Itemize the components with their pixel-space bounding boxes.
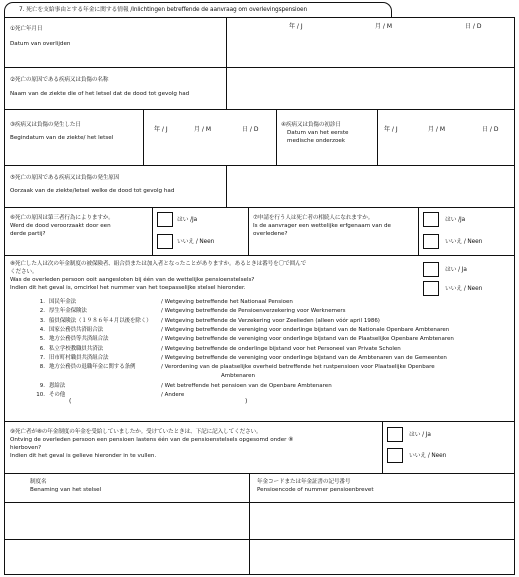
scheme-number: 1. bbox=[39, 299, 45, 305]
col-pension-code-nl: Pensioencode of nummer pensioenbrevet bbox=[257, 487, 374, 493]
pension-table-row bbox=[5, 503, 514, 540]
q3-date-field[interactable]: 年 / J 月 / M 日 / D bbox=[154, 126, 259, 133]
q6-label-ja: ⑥死亡の原因は第三者行為によりますか。 bbox=[10, 215, 114, 221]
row-illness-name bbox=[5, 68, 514, 110]
scheme-name-ja: 厚生年金保険法 bbox=[49, 308, 87, 315]
q9-no-label: いいえ / Neen bbox=[409, 453, 447, 459]
scheme-name-nl: / Wet betreffende het pensioen van de Openbare Ambtenaren bbox=[161, 382, 332, 389]
scheme-name-ja: 旧市町村職員共済組合法 bbox=[49, 354, 109, 361]
q5-label-ja: ⑤死亡の原因である疾病又は負傷の発生原因 bbox=[10, 175, 120, 181]
q6-label-nl1: Werd de dood veroorzaakt door een bbox=[10, 223, 111, 229]
scheme-number: 9. bbox=[39, 382, 45, 389]
row-illness-dates bbox=[5, 110, 514, 166]
pension-scheme-item[interactable] bbox=[31, 373, 255, 380]
pension-scheme-item[interactable] bbox=[31, 355, 447, 362]
q9-label-nl2: hierboven? bbox=[10, 445, 42, 451]
q6-yes-label: はい /Ja bbox=[177, 217, 198, 223]
q7-no-label: いいえ / Neen bbox=[445, 239, 483, 245]
q9-yes-checkbox[interactable] bbox=[387, 427, 403, 442]
pension-scheme-item[interactable] bbox=[31, 318, 380, 325]
col-pension-code-ja: 年金コードまたは年金証書の記号番号 bbox=[257, 479, 351, 485]
q9-label-nl3: Indien dit het geval is gelieve hieronder in te vullen. bbox=[10, 453, 157, 459]
scheme-number: 10. bbox=[36, 392, 45, 398]
q6-no-checkbox[interactable] bbox=[157, 234, 173, 249]
pension-scheme-item[interactable] bbox=[31, 336, 454, 343]
row-date-of-death bbox=[5, 18, 514, 68]
pension-scheme-item[interactable] bbox=[31, 392, 184, 399]
q2-label-ja: ②死亡の原因である疾病又は負傷の名称 bbox=[10, 77, 109, 83]
scheme-name-ja: 恩給法 bbox=[49, 382, 66, 389]
scheme-name-nl: / Wetgeving betreffende de onderlinge bijstand voor het Personeel van Private Scholen bbox=[161, 345, 401, 352]
pension-scheme-item[interactable] bbox=[31, 327, 449, 334]
q9-yes-label: はい / Ja bbox=[409, 432, 431, 438]
section-title: 7. 死亡を支給事由とする年金に関する情報 /Inlichtingen betreffende de aanvraag om overlevingspensioen bbox=[4, 2, 392, 18]
q6-label-nl2: derde partij? bbox=[10, 231, 46, 237]
q8-label-ja1: ⑧死亡した人は次の年金制度の被保険者、組合員または加入者となったことがありますか。あるときは番号を〇で囲んで bbox=[10, 261, 307, 267]
scheme-name-nl: / Wetgeving betreffende de Pensioenverzekering voor Werknemers bbox=[161, 308, 346, 315]
q2-label-nl: Naam van de ziekte die of het letsel dat de dood tot gevolg had bbox=[10, 91, 190, 97]
q5-label-nl: Oorzaak van de ziekte/letsel welke de dood tot gevolg had bbox=[10, 188, 175, 194]
pension-scheme-item[interactable] bbox=[31, 308, 345, 315]
q8-label-ja2: ください。 bbox=[10, 269, 38, 275]
scheme-name-ja: 国民年金法 bbox=[49, 299, 77, 305]
table-cell-code[interactable] bbox=[250, 540, 515, 574]
q3-label-nl: Begindatum van de ziekte/ het letsel bbox=[10, 135, 114, 141]
scheme-name-nl: Ambtenaren bbox=[221, 373, 256, 380]
q5-field[interactable] bbox=[227, 166, 515, 207]
q8-no-label: いいえ / Neen bbox=[445, 286, 483, 292]
scheme-name-ja: 国家公務員共済組合法 bbox=[49, 326, 104, 333]
q9-label-nl1: Ontving de overleden persoon een pensioen lastens één van de pensioenstelsels opgesomd onder ⑧ bbox=[10, 437, 294, 443]
q4-date-field[interactable]: 年 / J 月 / M 日 / D bbox=[384, 126, 499, 133]
pension-scheme-item[interactable] bbox=[31, 383, 332, 390]
scheme-name-ja: その他 bbox=[49, 392, 66, 398]
row-illness-cause bbox=[5, 166, 514, 208]
scheme-number: 6. bbox=[39, 345, 45, 352]
pension-table-header bbox=[5, 474, 514, 503]
q6-yes-checkbox[interactable] bbox=[157, 212, 173, 227]
scheme-name-ja: 船員保険法（１９８６年４月以後を除く） bbox=[49, 317, 152, 324]
scheme-number: 8. bbox=[39, 364, 45, 371]
table-cell-code[interactable] bbox=[250, 503, 515, 539]
q7-yes-checkbox[interactable] bbox=[423, 212, 439, 227]
scheme-number: 4. bbox=[39, 326, 45, 333]
pension-scheme-item[interactable] bbox=[31, 299, 293, 306]
q7-label-nl1: Is de aanvrager een wettelijke erfgenaam van de bbox=[253, 223, 391, 229]
pension-scheme-item[interactable] bbox=[31, 346, 401, 353]
scheme-name-nl: / Wetgeving betreffende de Verzekering voor Zeelieden (alleen vóór april 1986) bbox=[161, 317, 380, 324]
scheme-name-nl: / Wetgeving betreffende de vereniging voor onderlinge bijstand van de Ambtenaren van de Gemeenten bbox=[161, 354, 447, 361]
q8-yes-label: はい / Ja bbox=[445, 267, 467, 273]
q4-label-nl1: Datum van het eerste bbox=[287, 130, 349, 136]
q8-no-checkbox[interactable] bbox=[423, 281, 439, 296]
scheme-name-nl: / Wetgeving betreffende de vereniging voor onderlinge bijstand van de Nationale Openbare Ambtenaren bbox=[161, 326, 450, 333]
q7-label-ja: ⑦申請を行う人は死亡者の相続人になれますか。 bbox=[253, 215, 374, 221]
scheme-number: 7. bbox=[39, 354, 45, 361]
q3-label-ja: ③疾病又は負傷の発生した日 bbox=[10, 122, 81, 128]
q7-no-checkbox[interactable] bbox=[423, 234, 439, 249]
scheme-name-ja: 私立学校教職員共済法 bbox=[49, 345, 104, 352]
q8-yes-checkbox[interactable] bbox=[423, 262, 439, 277]
col-scheme-name-ja: 制度名 bbox=[30, 479, 47, 485]
table-cell-scheme[interactable] bbox=[5, 503, 249, 539]
q1-date-field[interactable]: 年 / J 月 / M 日 / D bbox=[289, 23, 482, 30]
q1-label-ja: ①死亡年月日 bbox=[10, 26, 43, 32]
scheme-name-nl: / Andere bbox=[161, 392, 185, 398]
q9-label-ja: ⑨死亡者が⑧の年金制度の年金を受給していましたか。受けていたときは、下記に記入してください。 bbox=[10, 429, 262, 435]
pension-table-row bbox=[5, 540, 514, 574]
other-paren-open: ( bbox=[69, 398, 72, 405]
q4-label-ja: ④疾病又は負傷の初診日 bbox=[281, 122, 341, 128]
pension-scheme-item[interactable] bbox=[31, 364, 435, 371]
scheme-name-ja: 地方公務員の退職年金に関する条例 bbox=[49, 364, 136, 371]
q8-label-nl2: Indien dit het geval is, omcirkel het nummer van het toepasselijke stelsel hieronder. bbox=[10, 285, 246, 291]
table-cell-scheme[interactable] bbox=[5, 540, 249, 574]
scheme-number: 5. bbox=[39, 336, 45, 343]
other-paren-close: ) bbox=[245, 398, 248, 405]
scheme-name-nl: / Verordening van de plaatselijke overheid betreffende het rustpensioen voor Plaatselijke Openbare bbox=[161, 364, 435, 371]
q7-label-nl2: overledene? bbox=[253, 231, 288, 237]
row-pension-received bbox=[5, 422, 514, 474]
row-pension-schemes bbox=[5, 256, 514, 422]
q8-label-nl1: Was de overleden persoon ooit aangesloten bij één van de wettelijke pensioenstelsels? bbox=[10, 277, 255, 283]
q4-label-nl2: medische onderzoek bbox=[287, 138, 346, 144]
col-scheme-name-nl: Benaming van het stelsel bbox=[30, 487, 102, 493]
q9-no-checkbox[interactable] bbox=[387, 448, 403, 463]
q1-label-nl: Datum van overlijden bbox=[10, 41, 71, 47]
q2-field[interactable] bbox=[227, 68, 515, 109]
q7-yes-label: はい /Ja bbox=[445, 217, 466, 223]
scheme-name-nl: / Wetgeving betreffende de vereniging voor onderlinge bijstand van de Plaatselijke Openbare Ambtenaren bbox=[161, 336, 454, 343]
scheme-name-nl: / Wetgeving betreffende het Nationaal Pensioen bbox=[161, 299, 293, 305]
q6-no-label: いいえ / Neen bbox=[177, 239, 215, 245]
scheme-number: 2. bbox=[39, 308, 45, 315]
scheme-number: 3. bbox=[39, 317, 45, 324]
scheme-name-ja: 地方公務員等共済組合法 bbox=[49, 336, 109, 343]
form-section-7 bbox=[4, 17, 515, 575]
row-third-party-heir bbox=[5, 208, 514, 256]
